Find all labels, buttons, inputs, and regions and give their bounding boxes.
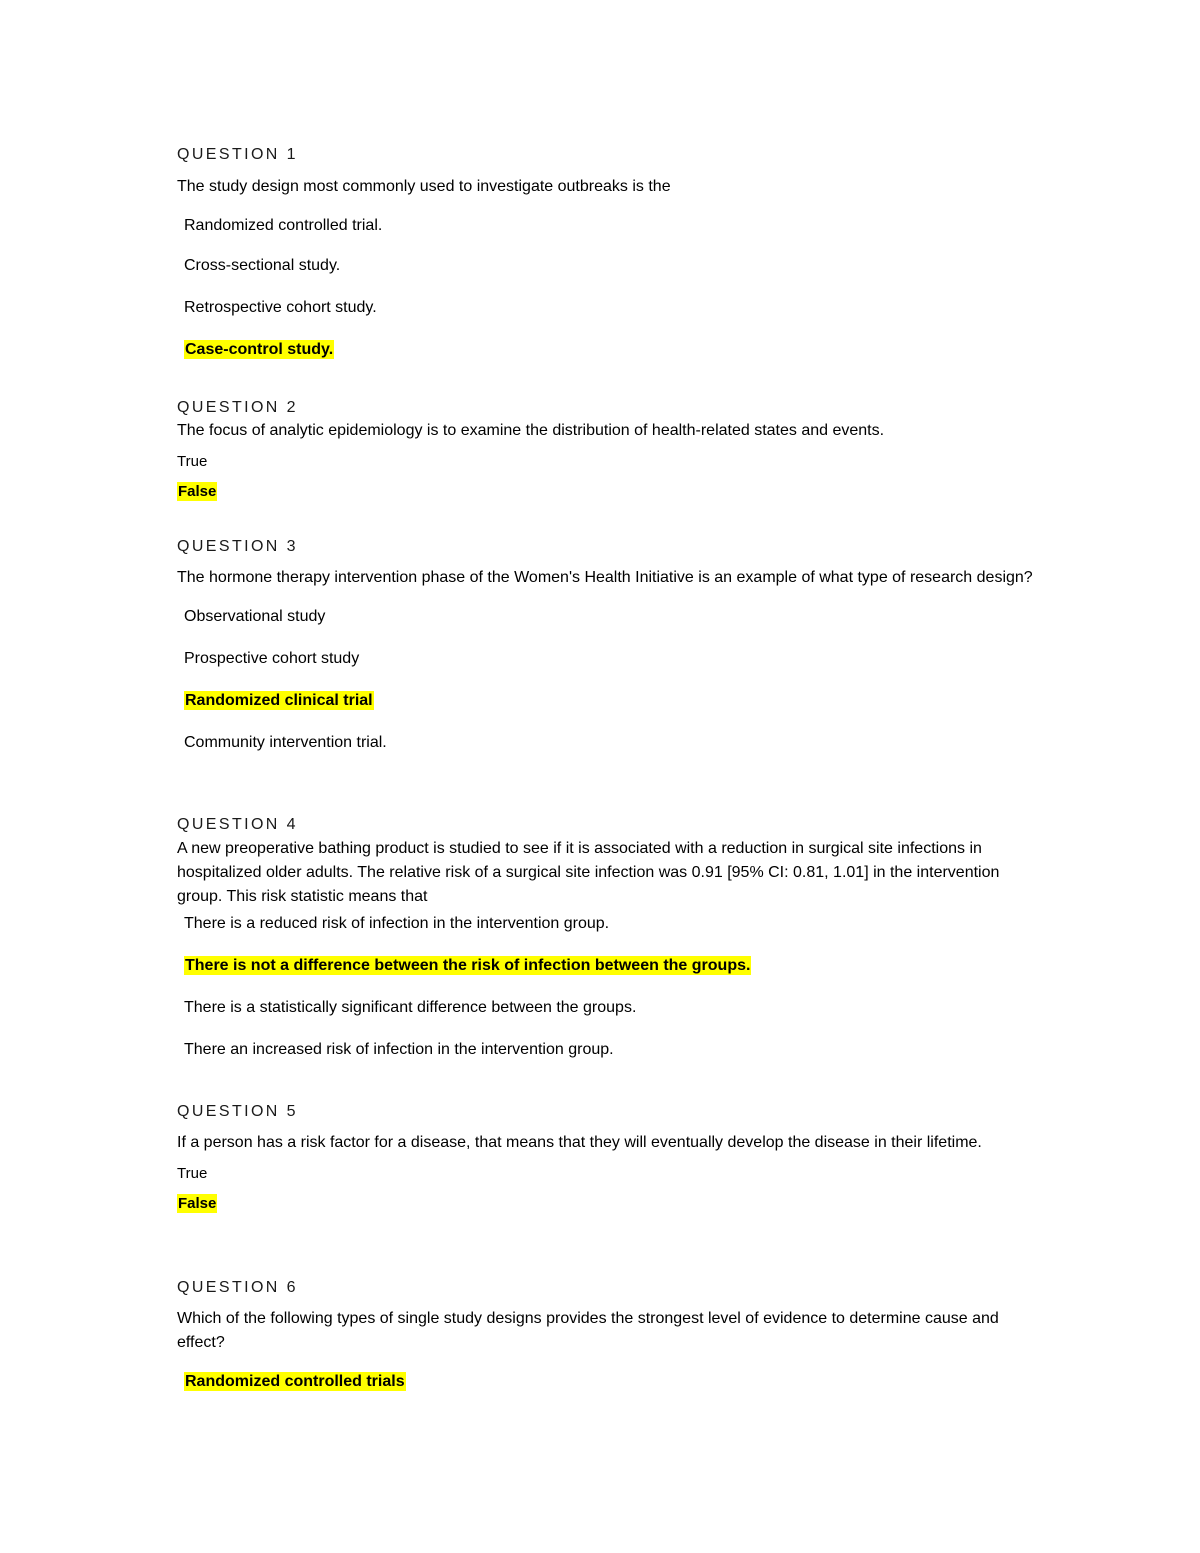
correct-answer-option: Case-control study. [185, 341, 334, 358]
correct-answer-option: Randomized clinical trial [185, 692, 373, 709]
question-text: The study design most commonly used to investigate outbreaks is the [177, 178, 671, 195]
question-heading: QUESTION 1 [177, 146, 298, 163]
question-heading: QUESTION 2 [177, 399, 298, 416]
question-text: Which of the following types of single study designs provides the strongest level of evidence to determine cause and effect? [177, 1310, 999, 1351]
question-5 [177, 1102, 1037, 1215]
question-4 [177, 815, 1037, 1061]
question-heading: QUESTION 5 [177, 1103, 298, 1120]
answer-option: True [177, 1165, 208, 1182]
question-2 [177, 398, 1037, 503]
correct-answer-option: False [178, 1195, 217, 1212]
answer-option: Observational study [184, 608, 326, 625]
answer-option: Community intervention trial. [184, 734, 387, 751]
answer-option: Retrospective cohort study. [184, 299, 377, 316]
answer-option: Randomized controlled trial. [184, 217, 383, 234]
answer-option: There is a reduced risk of infection in the intervention group. [184, 915, 610, 932]
answer-option: There is a statistically significant difference between the groups. [184, 999, 637, 1016]
question-6 [177, 1278, 1037, 1393]
answer-option: True [177, 453, 208, 470]
question-text: A new preoperative bathing product is studied to see if it is associated with a reduction in surgical site infections in hospitalized older adults. The relative risk of a surgical site infection was 0.91 [95% CI: 0.81, 1.01] in the intervention group. This risk statistic means that [177, 840, 1000, 905]
question-3 [177, 537, 1037, 754]
question-1 [177, 145, 1037, 361]
question-heading: QUESTION 4 [177, 816, 298, 833]
correct-answer-option: Randomized controlled trials [185, 1373, 405, 1390]
question-heading: QUESTION 6 [177, 1279, 298, 1296]
answer-option: Prospective cohort study [184, 650, 360, 667]
correct-answer-option: There is not a difference between the risk of infection between the groups. [185, 957, 751, 974]
question-heading: QUESTION 3 [177, 538, 298, 555]
correct-answer-option: False [178, 483, 217, 500]
question-text: The focus of analytic epidemiology is to examine the distribution of health-related states and events. [177, 422, 885, 439]
answer-option: Cross-sectional study. [184, 257, 341, 274]
question-text: If a person has a risk factor for a disease, that means that they will eventually develop the disease in their lifetime. [177, 1134, 982, 1151]
question-text: The hormone therapy intervention phase of the Women's Health Initiative is an example of what type of research design? [177, 569, 1033, 586]
answer-option: There an increased risk of infection in the intervention group. [184, 1041, 614, 1058]
